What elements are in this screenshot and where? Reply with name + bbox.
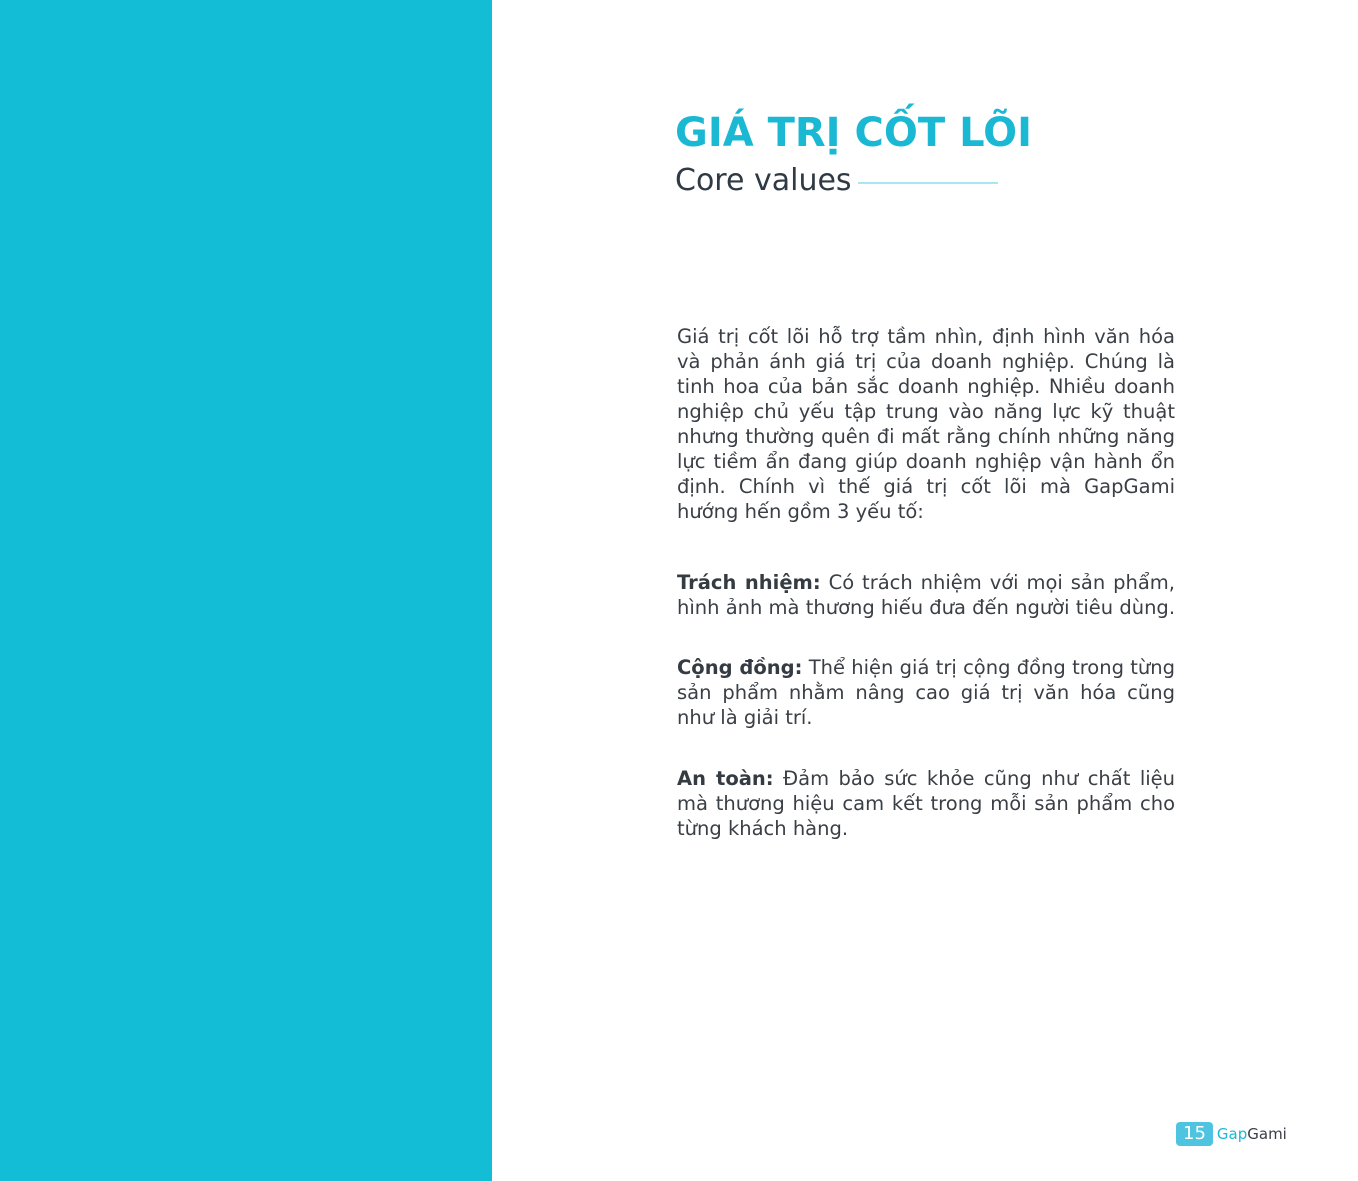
value-responsibility — [677, 570, 1175, 620]
page-footer — [1176, 1122, 1287, 1146]
value-safety — [677, 766, 1175, 841]
value-community — [677, 655, 1175, 730]
brand-logo-gami: Gami — [1247, 1125, 1287, 1143]
page-subtitle: Core values — [675, 163, 852, 198]
subtitle-divider — [858, 182, 998, 184]
intro-paragraph: Giá trị cốt lõi hỗ trợ tầm nhìn, định hình văn hóa và phản ánh giá trị của doanh nghiệp. Chúng là tinh hoa của bản sắc doanh nghiệp. Nhiều doanh nghiệp chủ yếu tập trung vào năng lực kỹ thuật nhưng thường quên đi mất rằng chính những năng lực tiềm ẩn đang giúp doanh nghiệp vận hành ổn định. Chính vì thế giá trị cốt lõi mà GapGami hướng hến gồm 3 yếu tố: — [677, 325, 1175, 523]
cyan-side-panel — [0, 0, 492, 1181]
brand-logo-gap: Gap — [1216, 1125, 1248, 1143]
value-community-label: Cộng đồng: — [677, 656, 803, 679]
page-title: GIÁ TRỊ CỐT LÕI — [675, 110, 1033, 156]
value-community-text: Thể hiện giá trị cộng đồng trong từng sản phẩm nhằm nâng cao giá trị văn hóa cũng như là giải trí. — [677, 656, 1175, 729]
value-responsibility-label: Trách nhiệm: — [677, 571, 821, 594]
page-number-badge: 15 — [1176, 1122, 1213, 1146]
value-safety-label: An toàn: — [677, 767, 774, 790]
value-safety-text: Đảm bảo sức khỏe cũng như chất liệu mà thương hiệu cam kết trong mỗi sản phẩm cho từng khách hàng. — [677, 767, 1176, 840]
brand-logo — [1217, 1122, 1287, 1146]
value-responsibility-text: Có trách nhiệm với mọi sản phẩm, hình ảnh mà thương hiếu đưa đến người tiêu dùng. — [677, 571, 1176, 619]
